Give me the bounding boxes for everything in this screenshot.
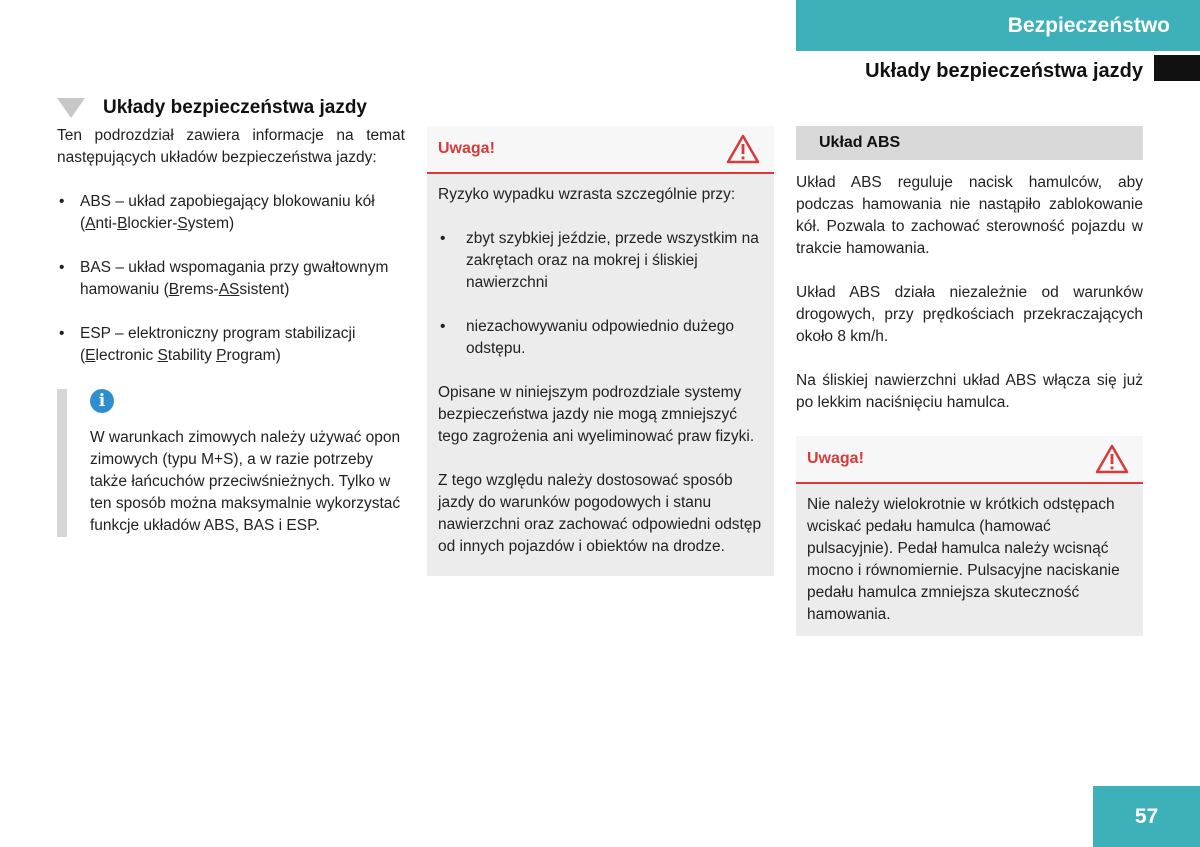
chapter-tab (796, 0, 1200, 51)
warning-label: Uwaga! (438, 140, 495, 157)
warning-text: Nie należy wielokrotnie w krótkich odstępach wciskać pedału hamulca (hamować pulsacyjnie). Pedał hamulca należy wcisnąć mocno i równomiernie. Pulsacyjne naciskanie pedału hamulca zmniejsza skuteczność hamowania. (807, 496, 1120, 623)
warning-header (796, 436, 1143, 484)
triangle-down-icon (57, 98, 85, 118)
warning-box (427, 126, 774, 576)
right-column (796, 126, 1143, 636)
list-item: • ESP – elektroniczny program stabilizacji (Electronic Stability Program) (57, 323, 405, 367)
subsection-title: Układy bezpieczeństwa jazdy (103, 97, 367, 118)
abs-paragraph: Na śliskiej nawierzchni układ ABS włącza się już po lekkim naciśnięciu hamulca. (796, 372, 1143, 411)
chapter-title: Bezpieczeństwo (1007, 13, 1170, 37)
warning-triangle-icon (726, 134, 760, 164)
abs-heading: Układ ABS (796, 126, 1143, 160)
intro-paragraph: Ten podrozdział zawiera informacje na temat następujących układów bezpieczeństwa jazdy: (57, 127, 405, 166)
warning-paragraph: Z tego względu należy dostosować sposób jazdy do warunków pogodowych i stanu nawierzchni oraz zachować odpowiedni odstęp od innych pojazdów i obiektów na drodze. (438, 472, 762, 555)
list-item: • ABS – układ zapobiegający blokowaniu kół (Anti-Blockier-System) (57, 191, 405, 235)
page-number: 57 (1093, 786, 1200, 847)
info-icon: i (90, 389, 114, 413)
abs-paragraph: Układ ABS działa niezależnie od warunków drogowych, przy prędkościach przekraczających około 8 km/h. (796, 284, 1143, 345)
info-text: W warunkach zimowych należy używać opon zimowych (typu M+S), a w razie potrzeby także łańcuchów przeciwśnieżnych. Tylko w ten sposób można maksymalnie wykorzystać funkcje układów ABS, BAS i ESP. (90, 429, 401, 534)
warning-box (796, 436, 1143, 636)
warning-body (427, 174, 774, 558)
risk-list (438, 228, 763, 360)
warning-header (427, 126, 774, 174)
section-marker-bar (1154, 55, 1200, 81)
warning-body (796, 484, 1143, 636)
systems-list (57, 191, 405, 367)
list-item: • zbyt szybkiej jeździe, przede wszystkim na zakrętach oraz na mokrej i śliskiej nawierzchni (438, 228, 763, 294)
subsection-heading (57, 97, 405, 119)
left-column (57, 97, 405, 537)
abs-paragraph: Układ ABS reguluje nacisk hamulców, aby podczas hamowania nie nastąpiło zablokowanie kół. Pozwala to zachować sterowność pojazdu w trakcie hamowania. (796, 174, 1143, 257)
section-title: Układy bezpieczeństwa jazdy (865, 60, 1143, 82)
warning-label: Uwaga! (807, 450, 864, 467)
warning-paragraph: Opisane w niniejszym podrozdziale systemy bezpieczeństwa jazdy nie mogą zmniejszyć tego zagrożenia ani wyeliminować praw fizyki. (438, 384, 755, 445)
list-item: • niezachowywaniu odpowiednio dużego odstępu. (438, 316, 763, 360)
warning-triangle-icon (1095, 444, 1129, 474)
info-note (57, 389, 405, 537)
warning-intro: Ryzyko wypadku wzrasta szczególnie przy: (438, 186, 736, 203)
list-item: • BAS – układ wspomagania przy gwałtownym hamowaniu (Brems-ASsistent) (57, 257, 405, 301)
